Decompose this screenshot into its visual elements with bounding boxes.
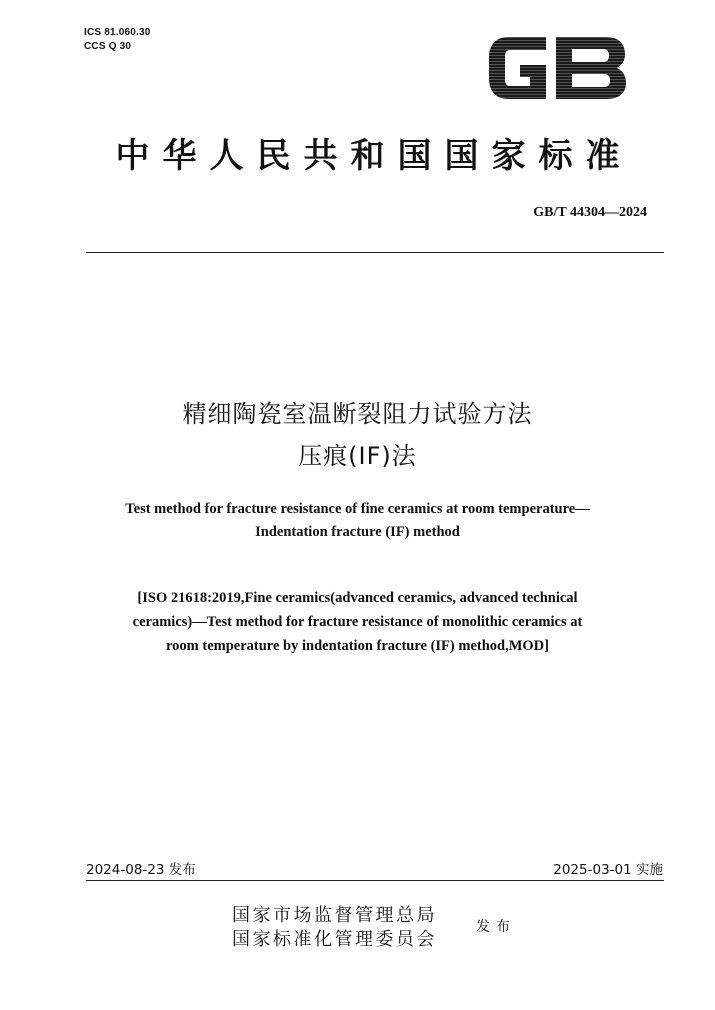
ccs-code: CCS Q 30 — [84, 41, 132, 52]
header-divider — [86, 252, 664, 253]
chinese-title-line-2: 压痕(IF)法 — [298, 442, 417, 470]
chinese-title-line-1: 精细陶瓷室温断裂阻力试验方法 — [182, 400, 533, 428]
iso-reference-line-2: ceramics)—Test method for fracture resistance of monolithic ceramics at — [132, 614, 583, 630]
iso-reference-line-3: room temperature by indentation fracture (IF) method,MOD] — [166, 638, 549, 654]
issuing-authorities — [232, 904, 437, 952]
gb-logo — [486, 33, 628, 103]
footer-divider — [86, 880, 664, 881]
classification-codes — [84, 26, 151, 54]
standard-number: GB/T 44304—2024 — [533, 205, 647, 220]
english-title-line-2: Indentation fracture (IF) method — [255, 524, 460, 540]
iso-reference — [40, 586, 675, 658]
publish-date: 2024-08-23 发布 — [86, 862, 196, 878]
ics-code: ICS 81.060.30 — [84, 27, 151, 38]
issue-label: 发布 — [476, 919, 516, 935]
english-title-line-1: Test method for fracture resistance of fine ceramics at room temperature— — [125, 501, 590, 517]
iso-reference-line-1: [ISO 21618:2019,Fine ceramics(advanced ceramics, advanced technical — [137, 590, 578, 606]
issuer-line-2: 国家标准化管理委员会 — [232, 929, 437, 950]
implementation-date: 2025-03-01 实施 — [553, 862, 663, 878]
national-standard-title: 中华人民共和国国家标准 — [115, 136, 633, 176]
issuer-line-1: 国家市场监督管理总局 — [232, 905, 437, 926]
english-title — [40, 498, 675, 544]
